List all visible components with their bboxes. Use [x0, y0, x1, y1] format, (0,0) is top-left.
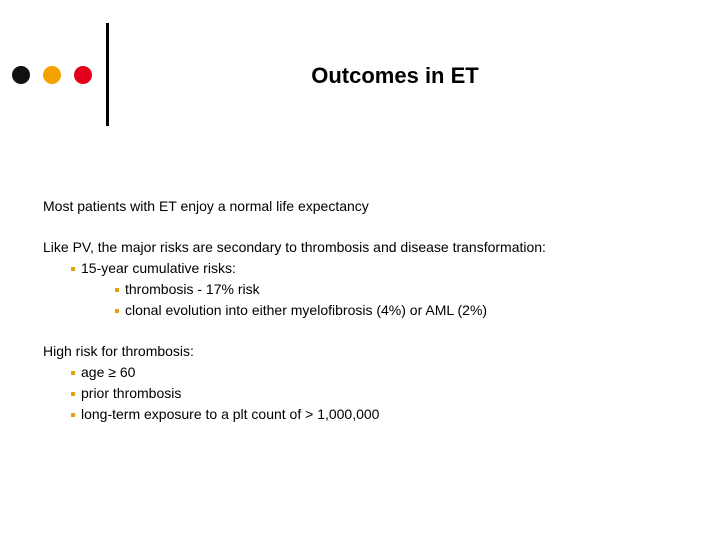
- slide-body: [43, 196, 703, 425]
- list-item-label: thrombosis - 17% risk: [125, 281, 260, 297]
- list-item: [43, 258, 703, 279]
- list-item-label: prior thrombosis: [81, 385, 182, 401]
- square-bullet-icon: [115, 309, 119, 313]
- list-item-label: age ≥ 60: [81, 364, 136, 380]
- list-item: [43, 404, 703, 425]
- square-bullet-icon: [71, 267, 75, 271]
- square-bullet-icon: [71, 392, 75, 396]
- square-bullet-icon: [71, 413, 75, 417]
- square-bullet-icon: [115, 288, 119, 292]
- paragraph-life-expectancy: Most patients with ET enjoy a normal life expectancy: [43, 198, 369, 214]
- list-item-label: 15-year cumulative risks:: [81, 260, 236, 276]
- title-divider: [106, 23, 109, 126]
- slide-title: Outcomes in ET: [311, 63, 479, 88]
- list-item: [43, 383, 703, 404]
- list-item: [43, 279, 703, 300]
- list-item: [43, 300, 703, 321]
- paragraph-high-risk: High risk for thrombosis:: [43, 343, 194, 359]
- red-dot-icon: [74, 66, 92, 84]
- decorative-dots: [12, 66, 92, 84]
- list-item-label: long-term exposure to a plt count of > 1,000,000: [81, 406, 380, 422]
- list-item: [43, 362, 703, 383]
- orange-dot-icon: [43, 66, 61, 84]
- square-bullet-icon: [71, 371, 75, 375]
- black-dot-icon: [12, 66, 30, 84]
- paragraph-major-risks: Like PV, the major risks are secondary to thrombosis and disease transformation:: [43, 239, 546, 255]
- list-item-label: clonal evolution into either myelofibrosis (4%) or AML (2%): [125, 302, 488, 318]
